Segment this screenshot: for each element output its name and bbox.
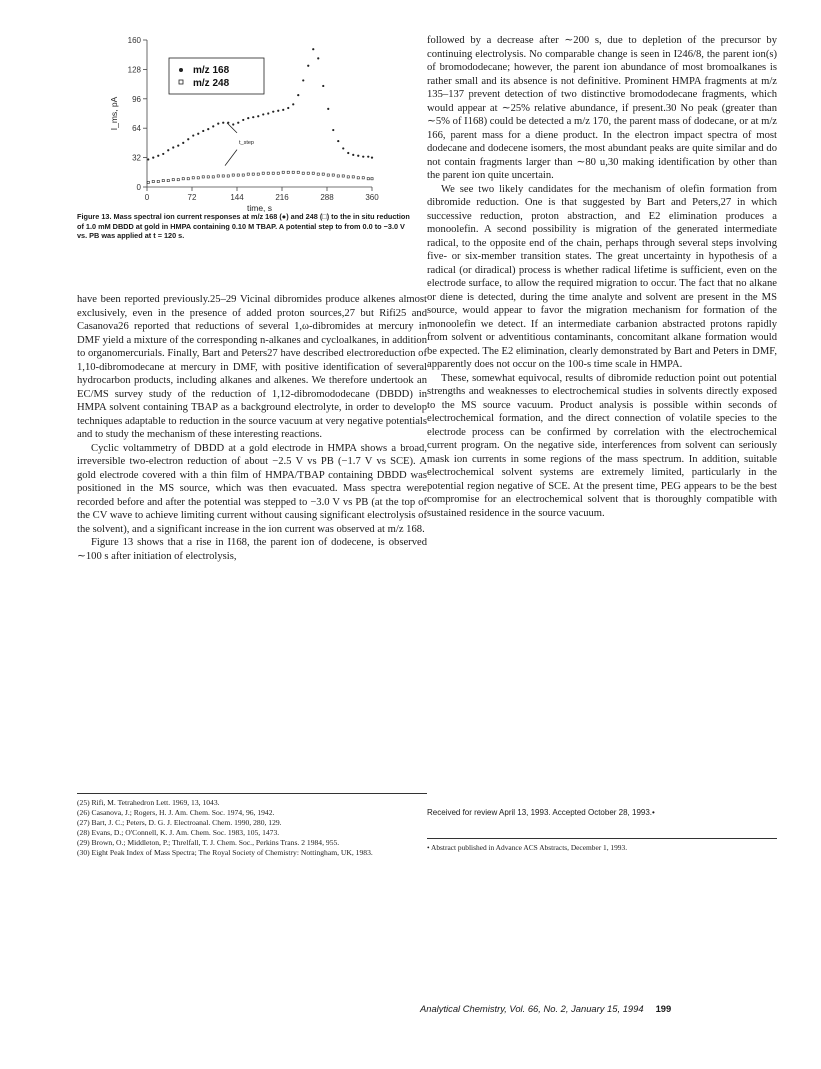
data-point-mz168 [147,158,149,160]
footnote-divider [77,793,427,794]
data-point-mz168 [207,128,209,130]
data-point-mz168 [212,125,214,127]
y-tick-label: 96 [132,94,141,104]
data-point-mz248 [257,173,259,175]
data-point-mz168 [357,155,359,157]
received-dates: Received for review April 13, 1993. Accepted October 28, 1993.• [427,808,655,817]
data-point-mz248 [167,179,169,181]
x-tick-label: 288 [320,193,334,202]
data-point-mz168 [232,123,234,125]
y-tick-label: 0 [136,183,141,192]
x-tick-label: 216 [275,193,289,202]
y-tick-label: 32 [132,153,141,163]
data-point-mz248 [222,175,224,177]
data-point-mz168 [297,94,299,96]
data-point-mz248 [182,178,184,180]
y-tick-label: 160 [127,36,141,45]
data-point-mz168 [187,138,189,140]
body-paragraph: Figure 13 shows that a rise in I168, the parent ion of dodecene, is observed ∼100 s after initiation of electrolysis, [77,537,427,562]
data-point-mz248 [207,176,209,178]
data-point-mz168 [247,117,249,119]
page-footer [420,1003,671,1014]
data-point-mz248 [247,173,249,175]
data-point-mz248 [307,172,309,174]
data-point-mz168 [292,103,294,105]
data-point-mz168 [367,156,369,158]
data-point-mz248 [157,180,159,182]
right-body [427,34,777,520]
data-point-mz168 [302,79,304,81]
data-point-mz248 [212,176,214,178]
data-point-mz168 [312,48,314,50]
data-point-mz168 [237,122,239,124]
data-point-mz248 [352,176,354,178]
abstract-divider [427,838,777,839]
data-point-mz248 [312,172,314,174]
data-point-mz248 [237,174,239,176]
received-note [427,807,777,818]
data-point-mz168 [317,57,319,59]
body-paragraph: have been reported previously.25–29 Vicinal dibromides produce alkenes almost exclusively, even in the presence of added proton sources,27 but Rifi25 and Casanova26 reported that reductions of several 1,ω-dibromides at mercury in DMF yield a mixture of the corresponding n-alkanes and cycloalkanes, in addition to organomercurials. Finally, Bart and Peters27 have described electroreduction of 1,10-dibromodecane at mercury in DMF, with positive identification of several hydrocarbon products, including alkanes and alkenes. We therefore undertook an EC/MS survey study of the reduction of 1,12-dibromododecane (DBDD) in HMPA solvent containing TBAP as a background electrolyte, in order to develop techniques adaptable to reduction in the source vacuum at very negative potentials and to study the mechanism of these interesting reactions. [77,294,427,440]
data-point-mz168 [252,116,254,118]
x-tick-label: 360 [365,193,379,202]
data-point-mz248 [252,173,254,175]
data-point-mz248 [242,174,244,176]
data-point-mz248 [217,175,219,177]
data-point-mz248 [327,174,329,176]
legend-label-mz248: m/z 248 [193,78,230,89]
data-point-mz168 [322,85,324,87]
data-point-mz168 [352,154,354,156]
data-point-mz248 [332,174,334,176]
data-point-mz168 [182,142,184,144]
data-point-mz248 [172,179,174,181]
x-axis-label: time, s [246,203,273,213]
data-point-mz248 [177,179,179,181]
data-point-mz248 [362,177,364,179]
footnote: (28) Evans, D.; O'Connell, K. J. Am. Chem. Soc. 1983, 105, 1473. [77,828,280,837]
data-point-mz248 [202,176,204,178]
data-point-mz248 [162,179,164,181]
data-point-mz168 [162,153,164,155]
figure-caption-label: Figure 13. [77,212,112,221]
data-point-mz168 [307,65,309,67]
legend-marker-mz168 [179,68,183,72]
footnotes [77,798,422,858]
data-point-mz248 [357,177,359,179]
data-point-mz248 [367,178,369,180]
data-point-mz248 [371,178,373,180]
data-point-mz248 [292,171,294,173]
data-point-mz248 [322,173,324,175]
data-point-mz168 [157,155,159,157]
data-point-mz248 [232,174,234,176]
data-point-mz248 [342,175,344,177]
footnote: (26) Casanova, J.; Rogers, H. J. Am. Chem. Soc. 1974, 96, 1942. [77,808,275,817]
data-point-mz168 [217,123,219,125]
data-point-mz248 [277,172,279,174]
x-tick-label: 0 [144,193,150,202]
data-point-mz168 [371,157,373,159]
data-point-mz168 [202,130,204,132]
data-point-mz248 [267,172,269,174]
body-paragraph: Cyclic voltammetry of DBDD at a gold electrode in HMPA shows a broad, irreversible two-electron reduction of about −2.5 V vs PB (−1.7 V vs SCE). A gold electrode covered with a thin film of HMPA/TBAP containing DBDD was positioned in the MS source, which was then evacuated. Mass spectra were recorded before and after the potential was stepped to −3.0 V vs PB (at the top of the CV wave to achieve limiting current without causing significant electrolysis of the solvent), and a significant increase in the ion current was observed at m/z 168. [77,442,427,535]
data-point-mz248 [272,172,274,174]
data-point-mz168 [242,119,244,121]
data-point-mz168 [192,134,194,136]
x-tick-label: 72 [187,193,197,202]
figure-caption [77,212,417,241]
data-point-mz168 [337,140,339,142]
figure-13-chart [102,32,402,242]
data-point-mz168 [197,133,199,135]
data-point-mz168 [262,113,264,115]
data-point-mz248 [262,172,264,174]
body-paragraph: We see two likely candidates for the mechanism of olefin formation from dibromide reduction. One is that suggested by Bart and Peters,27 in which successive reduction, proton abstraction, and E2 elimination produces a monoolefin. A second possibility is migration of the generated intermediate radical, to the opposite end of the chain, perhaps through several steps involving five- or six-member transition states. The great uncertainty in hypothesis of a radical (or diradical) process is whether radical lifetime is sufficient, even on the electrode surface, to allow the required migration to occur. The fact that no alkane or diene is detected, during the time analyte and solvent are present in the MS source, would appear to favor the migration mechanism for formation of the monoolefin we detect. If an intermediate carbanion abstracted protons rapidly from solvent or adventitious contaminants, concomitant alkane formation would be expected. The E2 elimination, clearly demonstrated by Bart and Peters in DMF, apparently does not occur on the 100-s time scale in HMPA. [427,183,777,370]
tstep-arrow-lower [225,150,237,166]
tstep-arrow-upper [227,123,237,133]
y-tick-label: 64 [132,124,141,134]
y-tick-label: 128 [127,65,141,75]
footnote: (30) Eight Peak Index of Mass Spectra; The Royal Society of Chemistry: Nottingham, UK, 1983. [77,848,373,857]
data-point-mz248 [197,177,199,179]
abstract-note [427,843,777,853]
data-point-mz168 [362,156,364,158]
data-point-mz248 [227,175,229,177]
data-point-mz168 [287,107,289,109]
data-point-mz168 [222,122,224,124]
page-number: 199 [655,1003,672,1014]
data-point-mz168 [167,149,169,151]
data-point-mz168 [327,108,329,110]
data-point-mz168 [152,157,154,159]
legend-label-mz168: m/z 168 [193,65,230,76]
data-point-mz168 [177,145,179,147]
footnote: (29) Brown, O.; Middleton, P.; Threlfall, T. J. Chem. Soc., Perkins Trans. 2 1984, 955. [77,838,340,847]
data-point-mz248 [317,173,319,175]
footnote: (27) Bart, J. C.; Peters, D. G. J. Electroanal. Chem. 1990, 280, 129. [77,818,282,827]
data-point-mz248 [192,177,194,179]
figure-caption-text: Mass spectral ion current responses at m/z 168 (●) and 248 (□) to the in situ reduction of 1.0 mM DBDD at gold in HMPA containing 0.10 M TBAP. A potential step to from 0.0 to −3.0 V vs. PB was applied at t = 120 s. [77,212,410,241]
data-point-mz248 [147,181,149,183]
data-point-mz168 [267,112,269,114]
data-point-mz248 [287,171,289,173]
data-point-mz168 [277,110,279,112]
data-point-mz248 [347,176,349,178]
data-point-mz248 [187,178,189,180]
data-point-mz168 [342,147,344,149]
y-axis-label: I_ms, pA [109,96,119,131]
footnote: (25) Rifi, M. Tetrahedron Lett. 1969, 13, 1043. [77,798,220,807]
tstep-annotation: t_step [239,140,254,147]
data-point-mz168 [347,152,349,154]
data-point-mz248 [302,172,304,174]
abstract-published-note: • Abstract published in Advance ACS Abstracts, December 1, 1993. [427,843,628,852]
body-paragraph: These, somewhat equivocal, results of dibromide reduction point out potential strengths and weaknesses to electrochemical studies in solvents directly exposed to the MS source vacuum. Product analysis is possible within seconds of electrochemical formation, and the direct connection of volatile species to the electrode process can be confirmed by correlation with the electrochemical current program. On the negative side, interferences from solvent can seriously mask ion currents in some regions of the mass spectrum. In addition, suitable electrochemical solvent systems are extremely limited, particularly in the potential region negative of SCE. At the present time, PEG appears to be the best compromise for an electrochemical solvent that is thoroughly compatible with sustained residence in the source vacuum. [427,372,777,519]
data-point-mz168 [257,115,259,117]
data-point-mz248 [152,180,154,182]
data-point-mz248 [297,171,299,173]
journal-citation: Analytical Chemistry, Vol. 66, No. 2, January 15, 1994 [420,1003,644,1014]
data-point-mz248 [282,171,284,173]
body-paragraph: followed by a decrease after ∼200 s, due to depletion of the precursor by continuing electrolysis. No comparable change is seen in I246/8, the parent ion(s) of bromododecane; however, the parent ion abundance of most bromoalkanes is rather small and its absence is not definitive. Prominent HMPA fragments at m/z 135–137 prevent detection of two distinctive bromododecane fragments, which would appear at ∼25% relative abundance, if present.30 No peak (greater than ∼5% of I168) could be detected a m/z 170, the parent mass of dodecane, or at m/z 166, parent mass for a diene product. In the electron impact spectra of most dodecane and dodecene isomers, the most abundant peaks are quite similar and do not contain fragments larger than ∼80 u,30 making identification by other than the parent ion quite uncertain. [427,35,777,181]
left-body [77,293,427,563]
data-point-mz168 [172,146,174,148]
data-point-mz168 [272,111,274,113]
data-point-mz168 [332,129,334,131]
x-tick-label: 144 [230,193,244,202]
data-point-mz248 [337,175,339,177]
data-point-mz168 [282,109,284,111]
